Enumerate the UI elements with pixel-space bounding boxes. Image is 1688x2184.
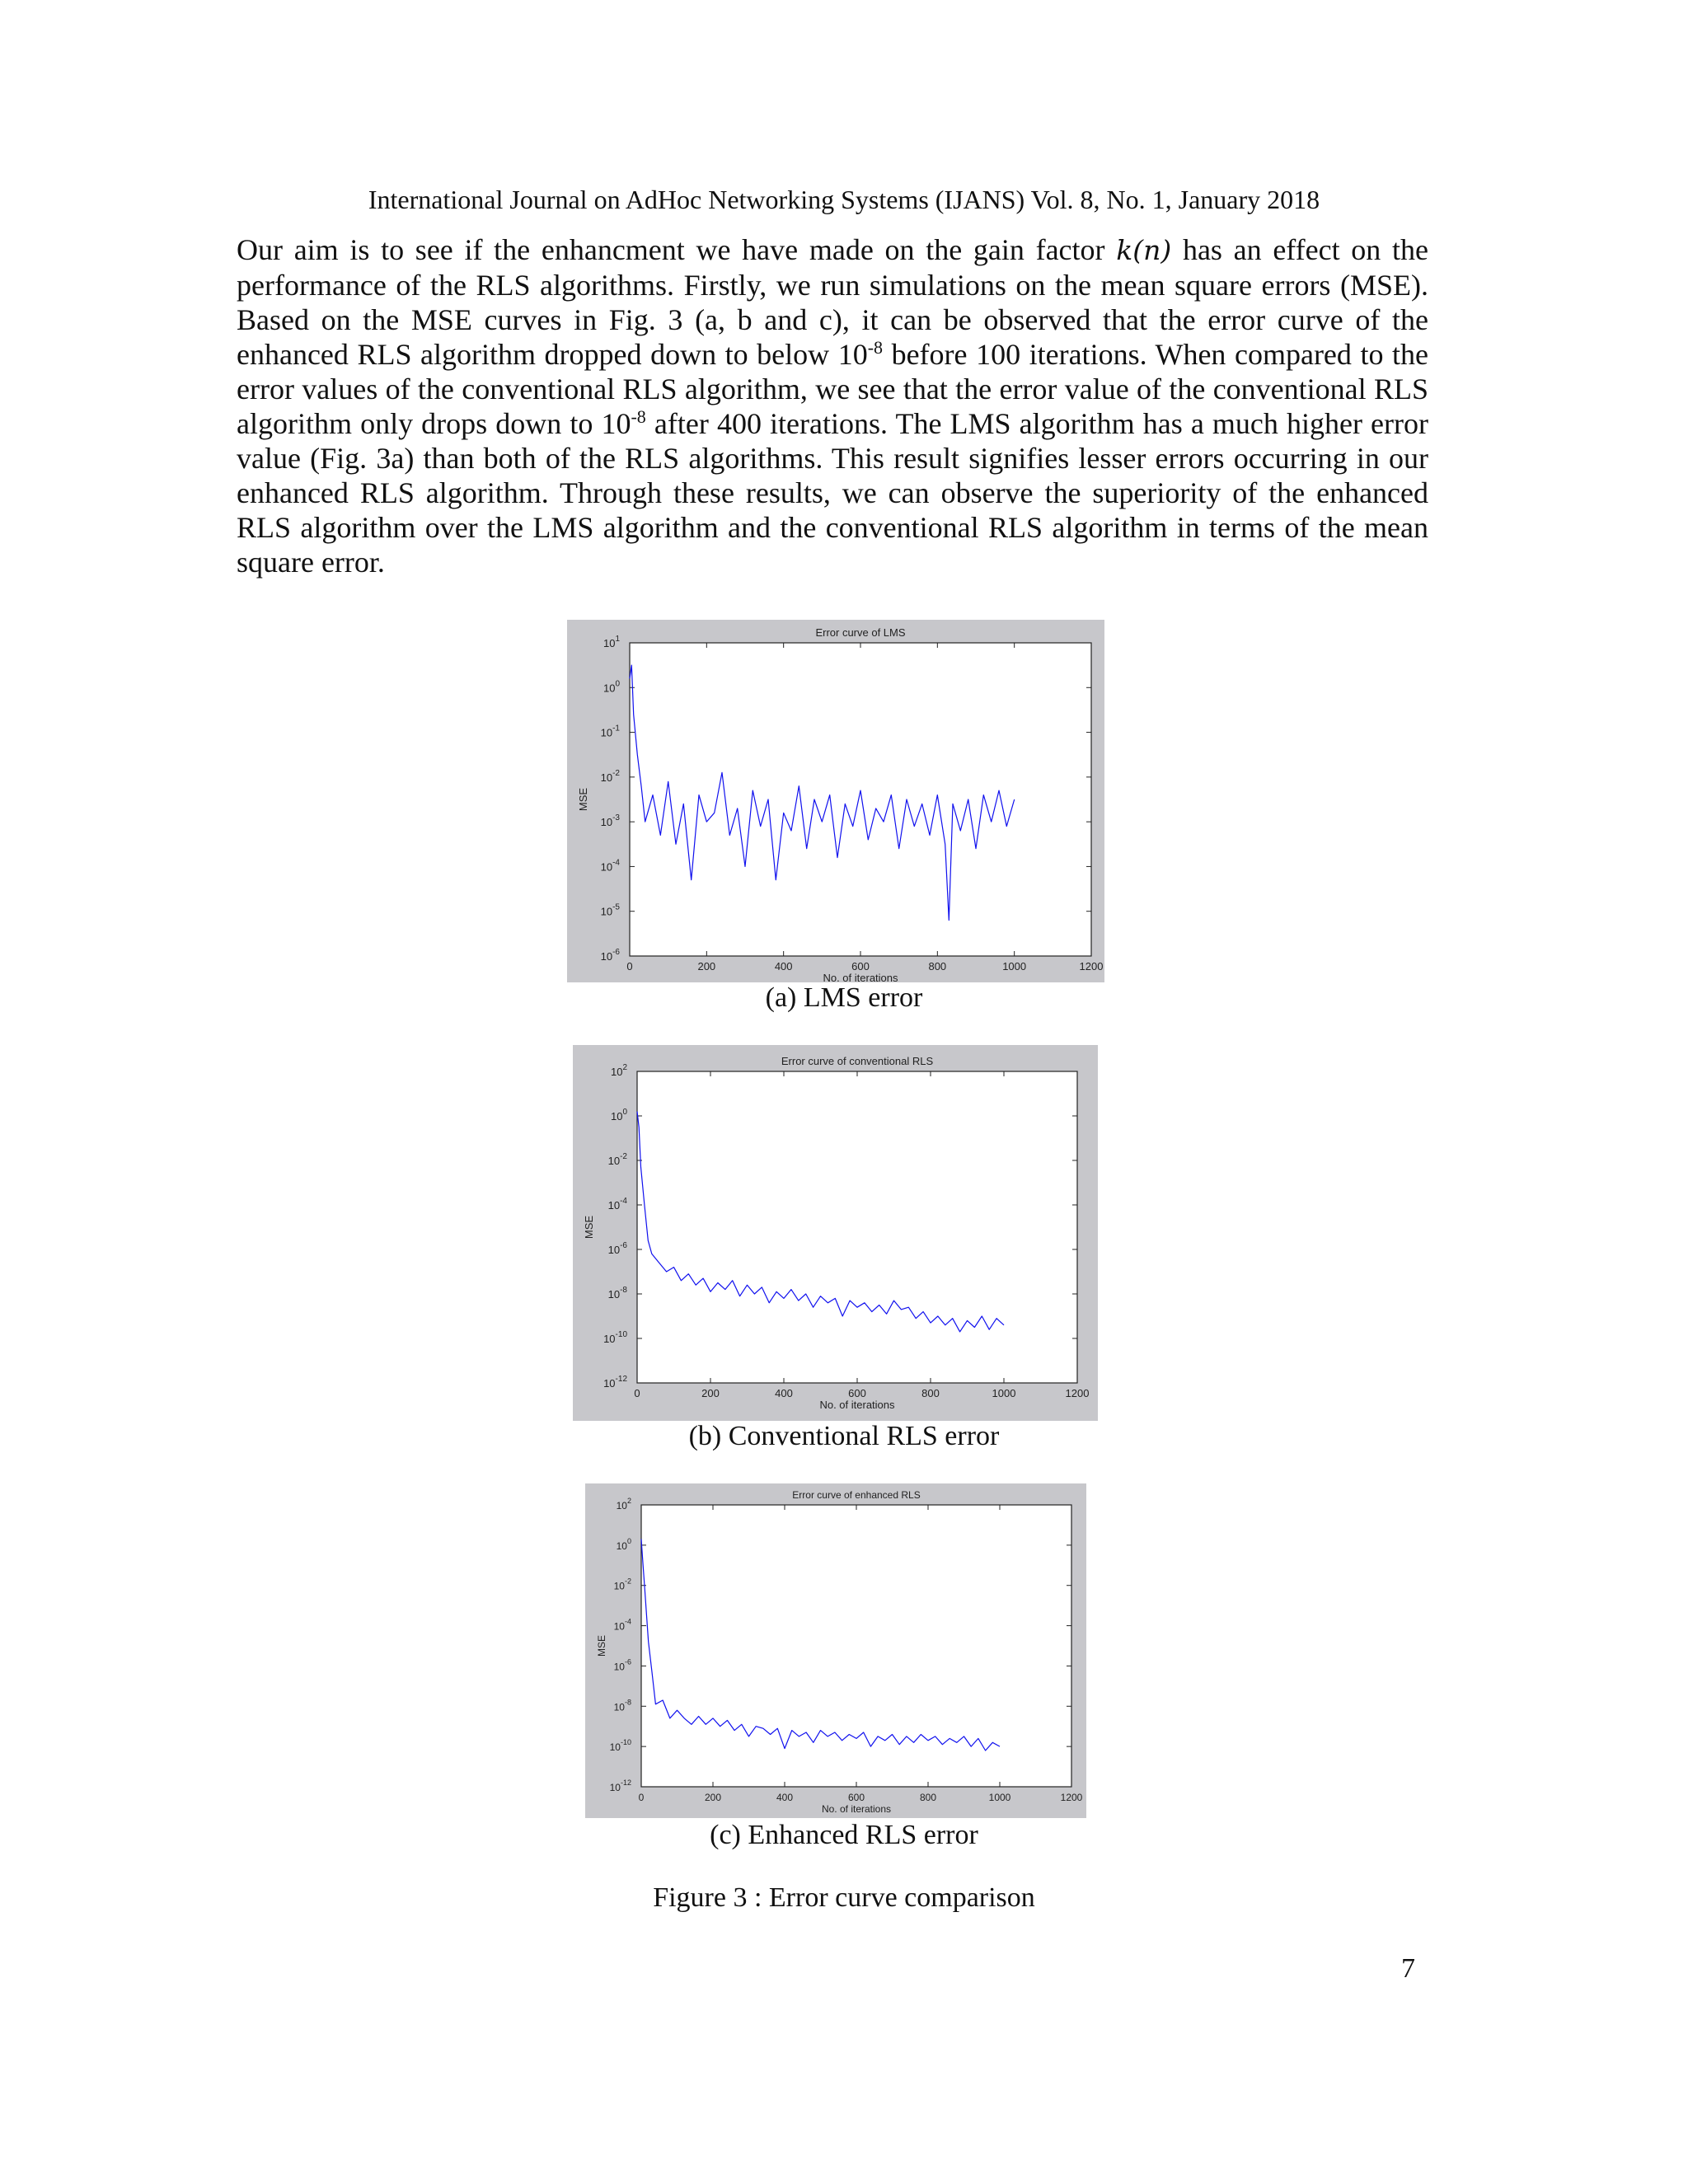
x-tick-label: 600	[851, 960, 870, 972]
x-tick-label: 400	[776, 1792, 794, 1803]
y-tick-label: $10^{-4}$	[600, 858, 620, 874]
exponent-1: -8	[867, 337, 884, 358]
chart-conventional-rls-error	[573, 1045, 1098, 1421]
exponent-2: -8	[631, 406, 646, 427]
body-paragraph	[237, 232, 1428, 579]
y-tick-label: $10^{-2}$	[600, 768, 620, 784]
chart-title: Error curve of LMS	[815, 626, 906, 639]
y-tick-label: $10^{-3}$	[600, 813, 620, 829]
x-tick-label: 1000	[988, 1792, 1011, 1803]
x-tick-label: 1000	[1002, 960, 1027, 972]
y-tick-label: $10^{-1}$	[600, 724, 620, 739]
plot-area	[641, 1505, 1071, 1787]
y-tick-label: $10^{-10}$	[609, 1738, 631, 1754]
y-tick-label: $10^{-4}$	[613, 1617, 631, 1633]
y-axis-label: MSE	[596, 1634, 607, 1657]
x-tick-label: 0	[626, 960, 633, 972]
y-tick-label: $10^1$	[603, 635, 620, 649]
x-tick-label: 600	[847, 1792, 865, 1803]
caption-conventional-rls: (b) Conventional RLS error	[688, 1421, 1000, 1451]
x-tick-label: 1200	[1065, 1387, 1090, 1399]
x-tick-label: 200	[704, 1792, 722, 1803]
y-tick-label: $10^{-6}$	[613, 1657, 631, 1673]
figure-conventional-rls-error	[573, 1045, 1098, 1421]
x-tick-label: 800	[928, 960, 947, 972]
y-tick-label: $10^{-10}$	[603, 1330, 627, 1345]
gain-factor-math: k(n)	[1116, 234, 1172, 266]
y-tick-label: $10^{-8}$	[613, 1698, 631, 1713]
plot-area	[637, 1071, 1077, 1383]
x-tick-label: 200	[697, 960, 716, 972]
paragraph-part-1: Our aim is to see if the enhancment we have made on the gain factor	[237, 233, 1117, 266]
x-tick-label: 800	[919, 1792, 937, 1803]
x-axis-label: No. of iterations	[819, 1399, 895, 1411]
journal-header: International Journal on AdHoc Networking Systems (IJANS) Vol. 8, No. 1, January 2018	[368, 185, 1320, 214]
y-tick-label: $10^{-12}$	[603, 1375, 627, 1390]
y-axis-label: MSE	[583, 1215, 595, 1240]
y-tick-label: $10^2$	[610, 1063, 627, 1078]
y-axis-label: MSE	[577, 787, 589, 812]
paragraph-part-2: has an effect on the performance of the RLS algorithms. Firstly, we run simulations on the mean square errors (MSE). Based on the MSE curves in Fig. 3 (a, b and c), it can be observed that the error curve of the enhanced RLS algorithm dropped down to below 10	[237, 233, 1428, 371]
x-tick-label: 0	[638, 1792, 645, 1803]
y-tick-label: $10^{-5}$	[600, 902, 620, 918]
y-tick-label: $10^2$	[616, 1497, 631, 1511]
figure-lms-error	[567, 620, 1104, 982]
chart-enhanced-rls-error	[585, 1483, 1086, 1818]
paragraph-part-3: before 100 iterations. When compared to the error values of the conventional RLS algorithm, we see that the error value of the conventional RLS algorithm only drops down to 10	[237, 338, 1428, 440]
x-axis-label: No. of iterations	[823, 972, 898, 982]
y-tick-label: $10^{-4}$	[607, 1197, 627, 1212]
caption-lms: (a) LMS error	[765, 982, 923, 1013]
caption-enhanced-rls: (c) Enhanced RLS error	[710, 1820, 978, 1850]
x-tick-label: 600	[848, 1387, 866, 1399]
x-tick-label: 0	[634, 1387, 640, 1399]
x-tick-label: 800	[921, 1387, 940, 1399]
y-tick-label: $10^{-6}$	[600, 948, 620, 963]
x-tick-label: 400	[775, 1387, 793, 1399]
x-tick-label: 1200	[1060, 1792, 1083, 1803]
figure-enhanced-rls-error	[585, 1483, 1086, 1818]
page-number: 7	[1401, 1953, 1415, 1984]
x-tick-label: 1000	[992, 1387, 1016, 1399]
chart-title: Error curve of conventional RLS	[781, 1055, 934, 1067]
y-tick-label: $10^0$	[616, 1536, 631, 1552]
y-tick-label: $10^{-12}$	[609, 1779, 631, 1793]
figure-title: Figure 3 : Error curve comparison	[653, 1882, 1035, 1913]
y-tick-label: $10^{-6}$	[607, 1241, 627, 1256]
y-tick-label: $10^{-2}$	[613, 1577, 631, 1592]
y-tick-label: $10^0$	[610, 1108, 627, 1122]
x-tick-label: 400	[774, 960, 793, 972]
paragraph-part-4: after 400 iterations. The LMS algorithm has a much higher error value (Fig. 3a) than both of the RLS algorithms. This result signifies lesser errors occurring in our enhanced RLS algorithm. Through these results, we can observe the superiority of the enhanced RLS algorithm over the LMS algorithm and the conventional RLS algorithm in terms of the mean square error.	[237, 407, 1428, 579]
chart-lms-error	[567, 620, 1104, 982]
x-tick-label: 200	[701, 1387, 720, 1399]
y-tick-label: $10^{-2}$	[607, 1152, 627, 1167]
chart-title: Error curve of enhanced RLS	[792, 1489, 921, 1501]
y-tick-label: $10^{-8}$	[607, 1286, 627, 1301]
x-tick-label: 1200	[1079, 960, 1104, 972]
y-tick-label: $10^0$	[603, 679, 620, 695]
x-axis-label: No. of iterations	[821, 1803, 892, 1815]
